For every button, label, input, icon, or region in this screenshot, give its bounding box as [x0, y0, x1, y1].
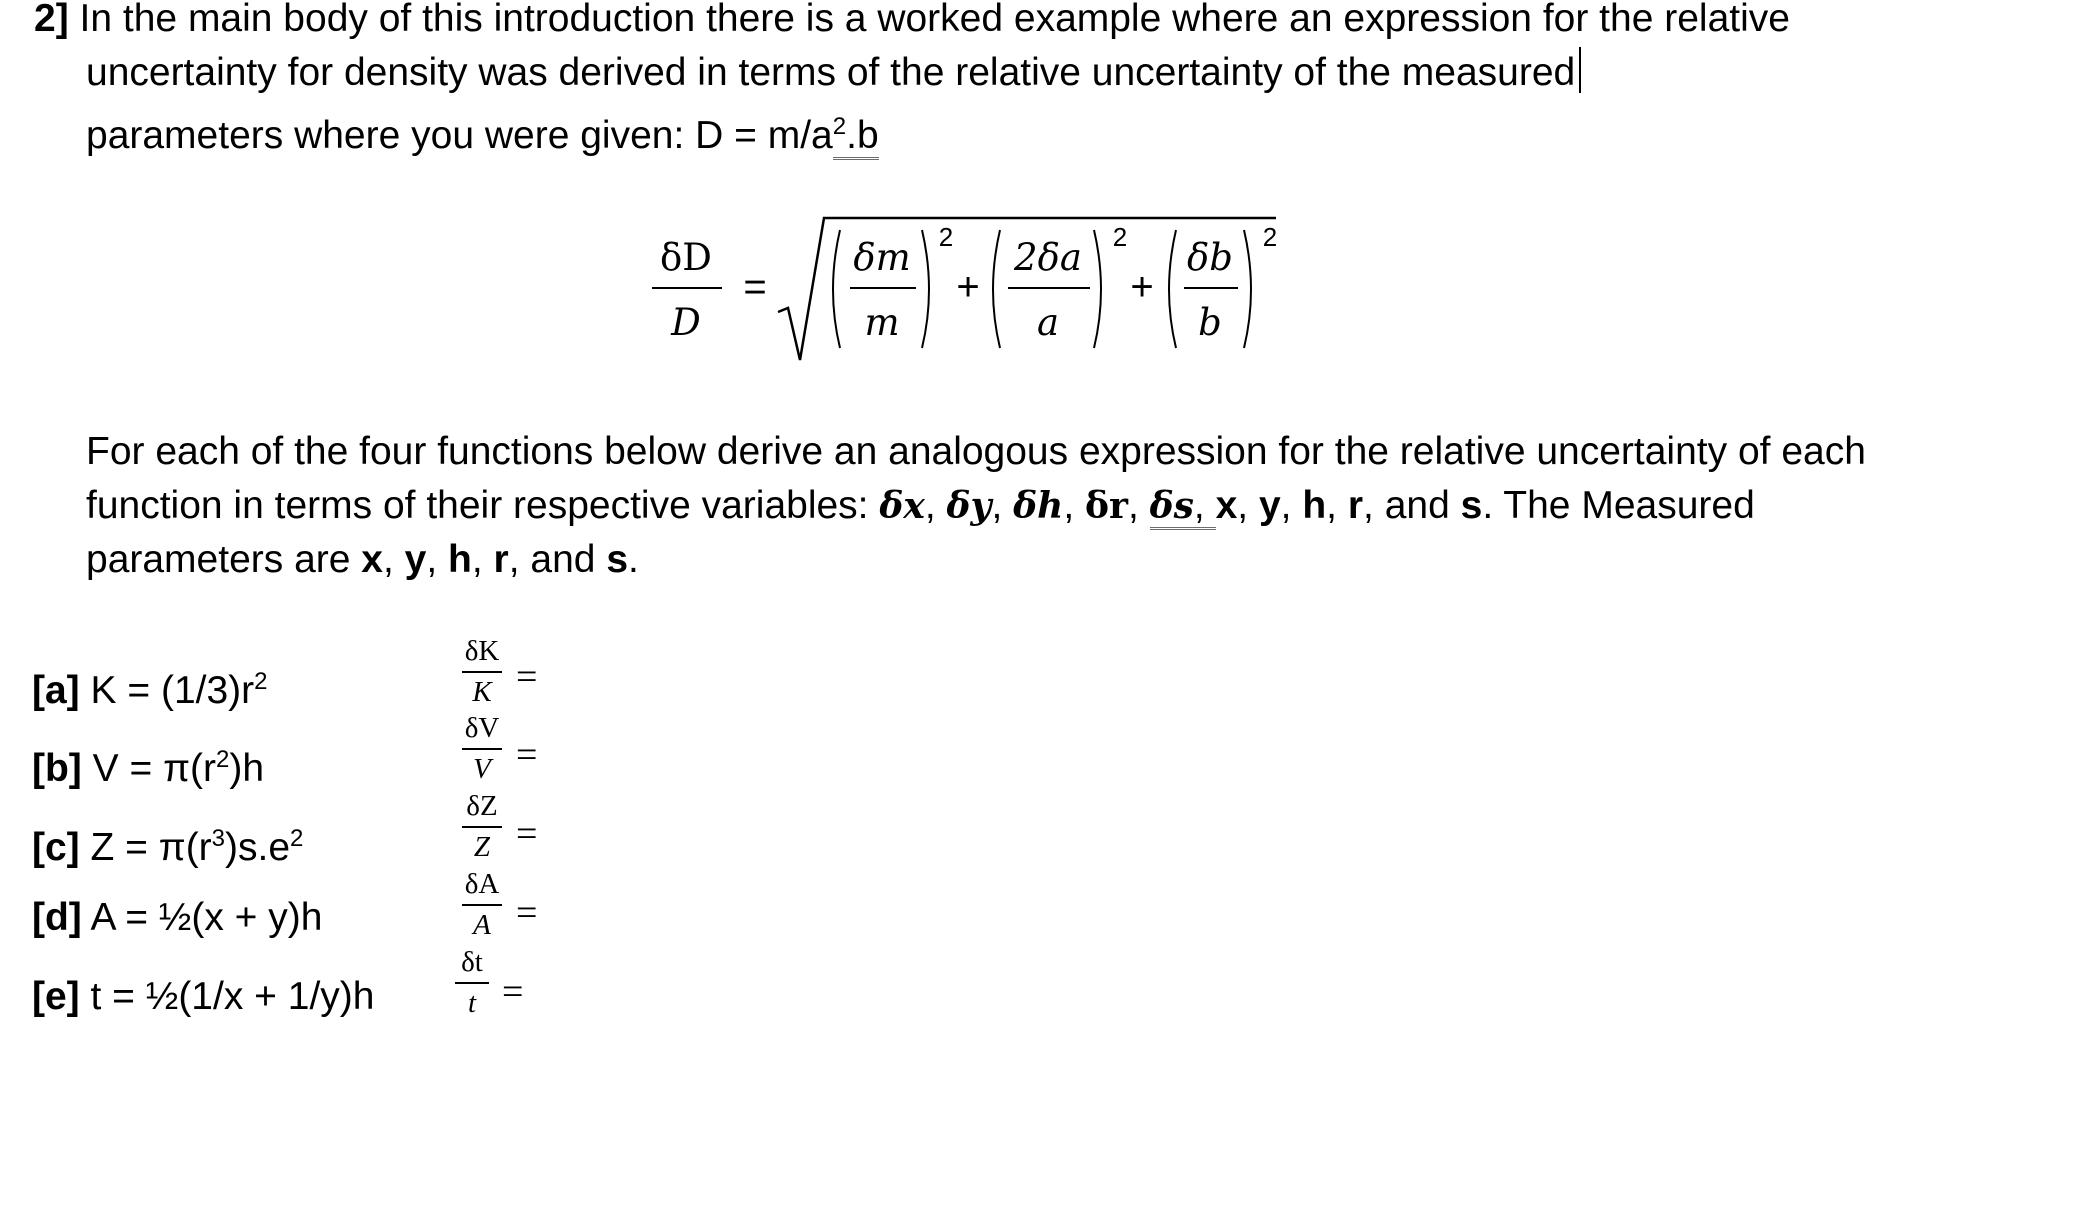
var-y: y [1258, 484, 1281, 527]
instructions-text-2-suffix: . The Measured [1482, 484, 1755, 527]
term2-left-paren [993, 230, 1000, 348]
term2-right-paren [1094, 230, 1101, 348]
term3-numerator: δb [1187, 236, 1233, 279]
var-delta-y: δy [946, 485, 992, 527]
instructions-text-3: parameters are [86, 538, 362, 581]
term3-denominator: b [1198, 301, 1222, 344]
question-number: 2] [34, 0, 69, 40]
var-s: s [1460, 484, 1483, 527]
question-text-1: In the main body of this introduction there is a worked example where an expression for the relative [79, 0, 1790, 40]
term3-right-paren [1244, 230, 1251, 348]
equals-a: = [516, 656, 538, 698]
fraction-dt-t: δt t [455, 946, 489, 1018]
equals-e: = [502, 971, 524, 1013]
term1-right-paren [922, 230, 929, 348]
var-h: h [1302, 484, 1327, 527]
var-x: x [1215, 484, 1238, 527]
term1-denominator: m [864, 301, 900, 344]
instructions-line-1 [86, 425, 2046, 479]
fraction-dK-K: δK K [462, 635, 502, 707]
function-b-expression: V = π(r [92, 747, 216, 790]
instructions [86, 425, 2046, 587]
var-delta-h: δh [1013, 485, 1064, 527]
fraction-dZ-Z: δZ Z [462, 790, 502, 862]
term3-left-paren [1169, 230, 1176, 348]
question-line-3 [34, 100, 2034, 163]
plus-sign-1: + [956, 265, 980, 309]
var-r: r [1347, 484, 1364, 527]
term3-exponent: 2 [1262, 222, 1278, 252]
function-e-expression: t = ½(1/x + 1/y)h [90, 975, 375, 1018]
density-suffix: .b [846, 114, 879, 157]
instructions-text-1: For each of the four functions below derive an analogous expression for the relative uncertainty of each [86, 430, 1866, 473]
function-d: [d] A = ½(x + y)h [32, 896, 323, 939]
equals-b: = [516, 734, 538, 776]
term2-exponent: 2 [1112, 222, 1128, 252]
equals-c: = [516, 813, 538, 855]
question-text-2: uncertainty for density was derived in terms of the relative uncertainty of the measured [86, 51, 1576, 94]
density-exponent: 2 [832, 113, 847, 140]
formula-lhs-denominator: D [671, 301, 701, 344]
term1-exponent: 2 [938, 222, 954, 252]
function-c-expression: Z = π(r [90, 826, 212, 869]
question-line-1 [34, 0, 2034, 46]
function-a: [a] $K = (1/3)r^2$ [32, 668, 268, 712]
formula-lhs-numerator: δD [660, 236, 712, 279]
var-delta-x: δx [879, 485, 925, 527]
equals-d: = [516, 892, 538, 934]
function-b: [b] $V = \pi(r^2)h$ [32, 746, 265, 790]
term1-numerator: δm [853, 236, 911, 279]
text-cursor [1579, 47, 1581, 93]
function-a-expression: K = (1/3)r [90, 669, 255, 712]
instructions-text-2: function in terms of their respective variables: [86, 484, 880, 527]
fraction-dA-A: δA A [462, 868, 502, 940]
fraction-dV-V: δV V [462, 712, 502, 784]
relative-uncertainty-formula [600, 200, 1300, 380]
function-c: [c] $Z = \pi(r^3)s.e^2$ [32, 825, 304, 869]
question-line-2[interactable] [34, 46, 2034, 100]
plus-sign-2: + [1130, 265, 1154, 309]
question-intro [34, 0, 2034, 163]
instructions-line-3: parameters are x, y, h, r, and s. [86, 538, 639, 581]
formula-equals: = [743, 265, 767, 309]
term1-left-paren [833, 230, 840, 348]
question-text-3: parameters where you were given: D = m/a [86, 114, 833, 157]
term2-numerator: 2δa [1014, 236, 1082, 279]
instructions-line-2: function in terms of their respective variables: δx, δy, δh, δr, δs, x, y, h, r, and s. The Measured [86, 479, 2046, 533]
term2-denominator: a [1036, 301, 1060, 344]
var-delta-r: δr [1084, 485, 1128, 527]
function-e: [e] t = ½(1/x + 1/y)h [32, 975, 375, 1018]
function-d-expression: A = ½(x + y)h [90, 896, 323, 939]
var-delta-s: δs [1149, 485, 1194, 527]
